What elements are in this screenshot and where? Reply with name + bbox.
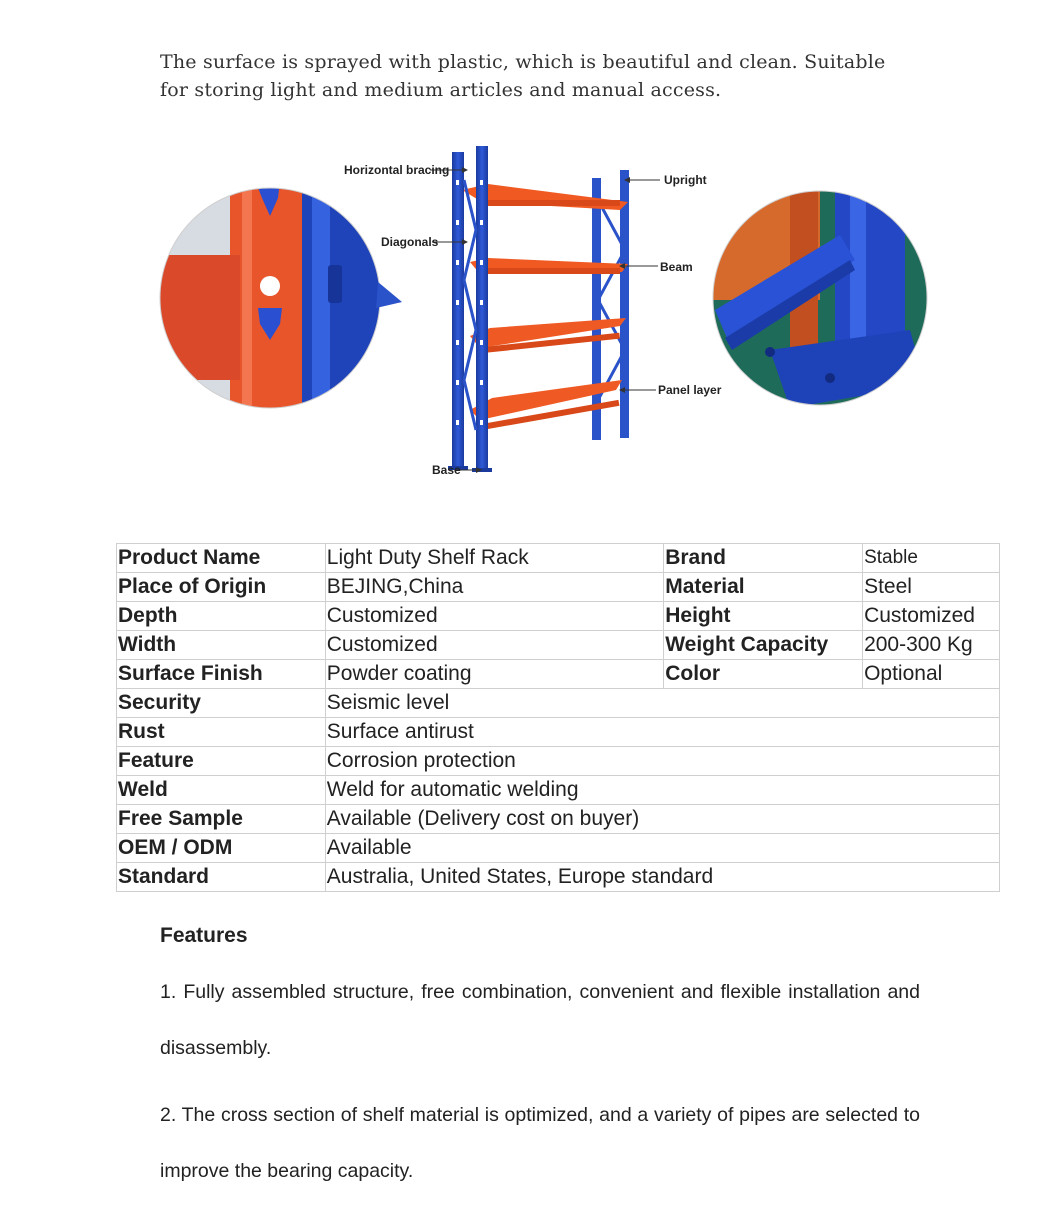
- spec-label: Color: [664, 660, 863, 689]
- label-beam: Beam: [660, 260, 693, 274]
- spec-value: 200-300 Kg: [863, 631, 1000, 660]
- spec-value: BEJING,China: [325, 573, 663, 602]
- spec-label: Width: [117, 631, 326, 660]
- base-closeup: [710, 170, 930, 410]
- spec-value: Customized: [325, 631, 663, 660]
- intro-line-1: The surface is sprayed with plastic, which is beautiful and clean. Suitable: [160, 51, 886, 73]
- features-heading: Features: [160, 924, 248, 947]
- spec-table: [116, 543, 1000, 892]
- table-row: [117, 776, 1000, 805]
- spec-label: Height: [664, 602, 863, 631]
- spec-label: Weight Capacity: [664, 631, 863, 660]
- spec-value: Weld for automatic welding: [325, 776, 999, 805]
- spec-value: Corrosion protection: [325, 747, 999, 776]
- spec-label: Security: [117, 689, 326, 718]
- intro-text: [160, 48, 960, 104]
- table-row: [117, 660, 1000, 689]
- spec-value: Available: [325, 834, 999, 863]
- shelf-rack-diagram: [150, 140, 950, 485]
- table-row: [117, 747, 1000, 776]
- rack-illustration: [448, 146, 629, 472]
- table-row: [117, 631, 1000, 660]
- table-row: [117, 718, 1000, 747]
- spec-value: Light Duty Shelf Rack: [325, 544, 663, 573]
- table-row: [117, 573, 1000, 602]
- spec-label: Material: [664, 573, 863, 602]
- spec-label: Weld: [117, 776, 326, 805]
- spec-value: Customized: [863, 602, 1000, 631]
- spec-label: Place of Origin: [117, 573, 326, 602]
- label-horizontal-bracing: Horizontal bracing: [344, 163, 450, 177]
- table-row: [117, 689, 1000, 718]
- spec-value: Available (Delivery cost on buyer): [325, 805, 999, 834]
- upright-closeup: [150, 170, 402, 430]
- spec-label: Depth: [117, 602, 326, 631]
- spec-label: Brand: [664, 544, 863, 573]
- spec-label: Rust: [117, 718, 326, 747]
- table-row: [117, 834, 1000, 863]
- spec-value: Optional: [863, 660, 1000, 689]
- spec-label: OEM / ODM: [117, 834, 326, 863]
- feature-item-2: 2. The cross section of shelf material is optimized, and a variety of pipes are selected to improve the bearing capacity.: [160, 1104, 920, 1182]
- spec-value: Powder coating: [325, 660, 663, 689]
- label-base: Base: [432, 463, 461, 477]
- intro-line-2: for storing light and medium articles and manual access.: [160, 79, 722, 101]
- spec-label: Product Name: [117, 544, 326, 573]
- spec-value: Australia, United States, Europe standard: [325, 863, 999, 892]
- label-upright: Upright: [664, 173, 707, 187]
- label-diagonals: Diagonals: [381, 235, 439, 249]
- table-row: [117, 544, 1000, 573]
- spec-label: Feature: [117, 747, 326, 776]
- spec-value: Stable: [863, 544, 1000, 573]
- spec-label: Surface Finish: [117, 660, 326, 689]
- label-panel-layer: Panel layer: [658, 383, 722, 397]
- table-row: [117, 863, 1000, 892]
- table-row: [117, 602, 1000, 631]
- spec-value: Surface antirust: [325, 718, 999, 747]
- table-row: [117, 805, 1000, 834]
- spec-label: Free Sample: [117, 805, 326, 834]
- features-section: [160, 922, 920, 1210]
- spec-value: Seismic level: [325, 689, 999, 718]
- feature-item-1: 1. Fully assembled structure, free combination, convenient and flexible installation and disassembly.: [160, 981, 920, 1059]
- spec-value: Steel: [863, 573, 1000, 602]
- spec-label: Standard: [117, 863, 326, 892]
- spec-value: Customized: [325, 602, 663, 631]
